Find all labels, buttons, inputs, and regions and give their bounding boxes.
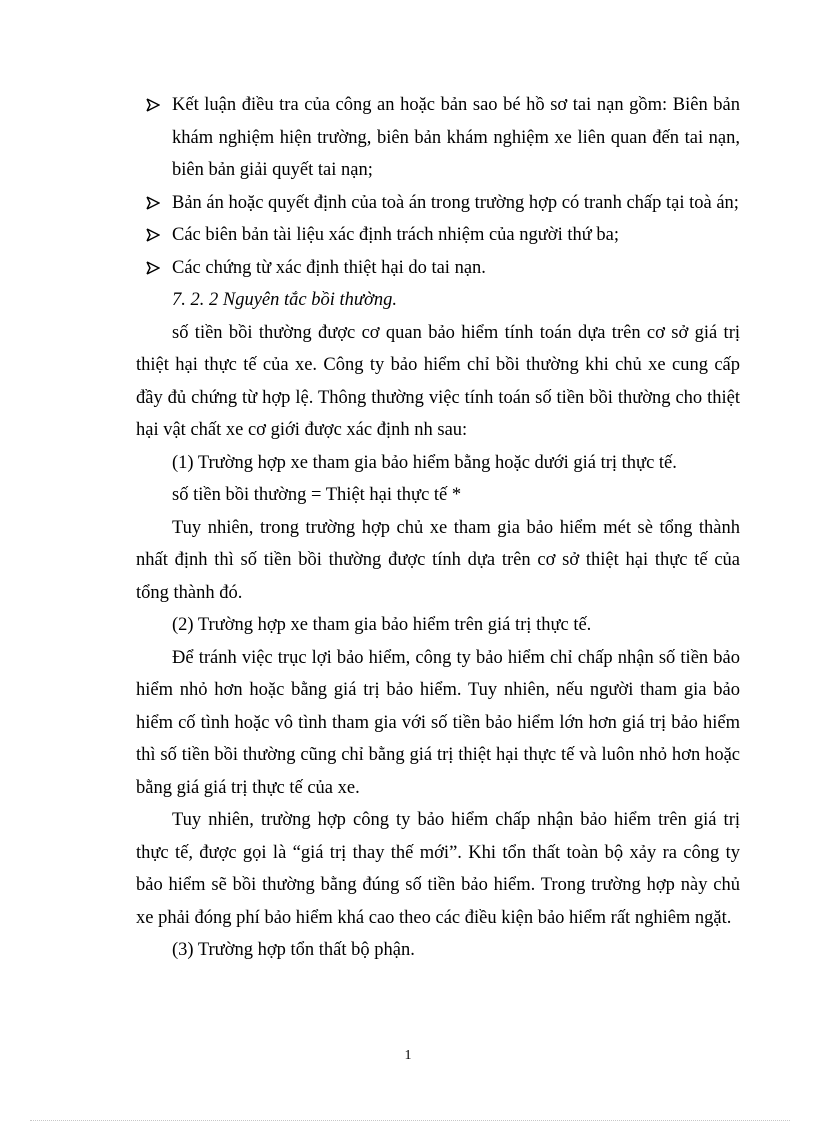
case-heading: (2) Trường hợp xe tham gia bảo hiểm trên giá trị thực tế. [172, 615, 592, 635]
arrow-bullet-icon [146, 187, 164, 210]
case-heading: (3) Trường hợp tổn thất bộ phận. [172, 940, 415, 960]
bullet-item [136, 219, 740, 252]
case-heading: (1) Trường hợp xe tham gia bảo hiểm bằng hoặc dưới giá trị thực tế. [172, 452, 677, 473]
arrow-bullet-icon [146, 219, 164, 242]
bullet-text: Bản án hoặc quyết định của toà án trong trường hợp có tranh chấp tại toà án; [172, 192, 739, 213]
bullet-text: Kết luận điều tra của công an hoặc bản sao bé hồ sơ tai nạn gồm: Biên bản khám nghiệm hiện trường, biên bản khám nghiệm xe liên quan đến tai nạn, biên bản giải quyết tai nạn; [172, 95, 740, 180]
paragraph: số tiền bồi thường được cơ quan bảo hiểm tính toán dựa trên cơ sở giá trị thiệt hại thực tế của xe. Công ty bảo hiểm chỉ bồi thường khi chủ xe cung cấp đầy đủ chứng từ hợp lệ. Thông thường việc tính toán số tiền bồi thường cho thiệt hại vật chất xe cơ giới được xác định nh sau: [136, 322, 740, 440]
paragraph: Tuy nhiên, trong trường hợp chủ xe tham gia bảo hiểm mét sè tổng thành nhất định thì số tiền bồi thường được tính dựa trên cơ sở thiệt hại thực tế của tổng thành đó. [136, 517, 740, 603]
arrow-bullet-icon [146, 89, 164, 112]
bullet-item [136, 187, 740, 220]
bullet-text: Các chứng từ xác định thiệt hại do tai nạn. [172, 257, 486, 278]
formula-line: số tiền bồi thường = Thiệt hại thực tế * [172, 485, 462, 505]
paragraph: Tuy nhiên, trường hợp công ty bảo hiểm chấp nhận bảo hiểm trên giá trị thực tế, được gọi là “giá trị thay thế mới”. Khi tổn thất toàn bộ xảy ra công ty bảo hiểm sẽ bồi thường bằng đúng số tiền bảo hiểm. Trong trường hợp này chủ xe phải đóng phí bảo hiểm khá cao theo các điều kiện bảo hiểm rất nghiêm ngặt. [136, 810, 740, 928]
bullet-item [136, 252, 740, 285]
paragraph: Để tránh việc trục lợi bảo hiểm, công ty bảo hiểm chỉ chấp nhận số tiền bảo hiểm nhỏ hơn hoặc bằng giá trị bảo hiểm. Tuy nhiên, nếu người tham gia bảo hiểm cố tình hoặc vô tình tham gia với số tiền bảo hiểm lớn hơn giá trị bảo hiểm thì số tiền bồi thường cũng chỉ bằng giá trị thiệt hại thực tế và luôn nhỏ hơn hoặc bằng giá giá trị thực tế của xe. [136, 647, 740, 798]
arrow-bullet-icon [146, 252, 164, 275]
page-number: 1 [404, 1048, 412, 1063]
document-body [136, 89, 740, 967]
bullet-text: Các biên bản tài liệu xác định trách nhiệm của người thứ ba; [172, 225, 619, 245]
page-bottom-divider [30, 1120, 790, 1121]
bullet-item [136, 89, 740, 187]
section-heading: 7. 2. 2 Nguyên tắc bồi thường. [172, 290, 397, 310]
